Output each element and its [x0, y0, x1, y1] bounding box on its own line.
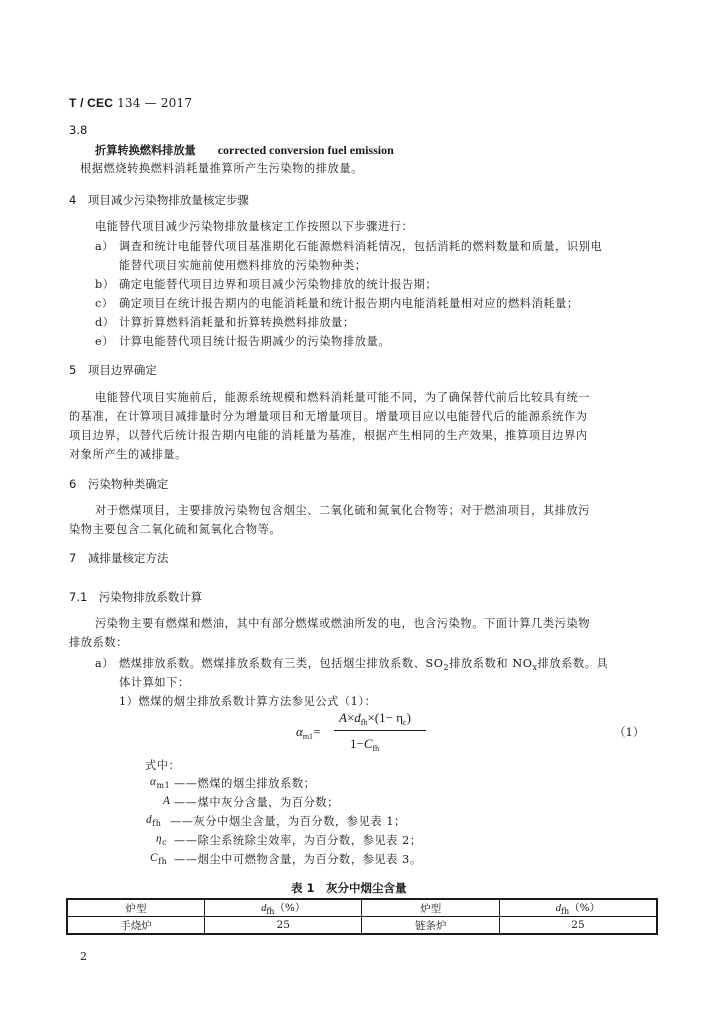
page-number: 2: [80, 950, 87, 963]
table-cell: 链条炉: [362, 917, 499, 935]
step-e-text: 计算电能替代项目统计报告期减少的污染物排放量。: [119, 335, 391, 348]
clause-number-3-8: 3.8: [69, 123, 88, 137]
step-c-text: 确定项目在统计报告期内的电能消耗量和统计报告期内电能消耗量相对应的燃料消耗量；: [119, 297, 579, 310]
section-6-heading: 6 污染物种类确定: [69, 477, 169, 491]
step-a-line2: 能替代项目实施前使用燃料排放的污染物种类；: [119, 259, 367, 272]
item-a-label: a）: [95, 657, 115, 670]
section-4-intro: 电能替代项目减少污染物排放量核定工作按照以下步骤进行：: [95, 220, 414, 233]
where-item: [156, 832, 167, 847]
where-item: [146, 813, 162, 828]
so2-subscript: 2: [443, 663, 450, 672]
table-cell: 25: [499, 917, 657, 935]
where-item: [163, 794, 170, 807]
header-dfh: [205, 899, 362, 917]
step-b-label: b）: [95, 278, 115, 291]
dfh-subscript: fh: [266, 907, 275, 916]
section-4-heading: 4 项目减少污染物排放量核定步骤: [69, 193, 249, 207]
standard-prefix: T / CEC: [69, 96, 114, 110]
var-a: A: [339, 710, 347, 725]
where-desc: ——煤中灰分含量，为百分数；: [174, 796, 340, 809]
item-a-pre: 燃煤排放系数。燃煤排放系数有三类，包括烟尘排放系数、SO: [119, 657, 444, 670]
alpha-symbol: α: [296, 724, 303, 739]
standard-number: 134 — 2017: [117, 96, 193, 110]
table-row: [67, 917, 657, 935]
formula-denominator: [350, 736, 379, 753]
section-7-1-heading: 7.1 污染物排放系数计算: [69, 590, 203, 604]
where-symbol: C: [150, 852, 159, 864]
term-definition: 根据燃烧转换燃料消耗量推算所产生污染物的排放量。: [80, 162, 363, 175]
section-7-heading: 7 减排量核定方法: [69, 551, 169, 565]
where-symbol: d: [146, 814, 153, 826]
section-5-line: 对象所产生的减排量。: [69, 448, 187, 461]
var-d-subscript: fh: [360, 718, 368, 727]
where-symbol: α: [150, 776, 157, 788]
section-5-line: 项目边界，以替代后统计报告期内电能的消耗量为基准，根据产生相同的生产效果，推算项目边界内: [69, 429, 588, 442]
var-d: d: [354, 710, 361, 725]
section-5-line: 电能替代项目实施前后，能源系统规模和燃料消耗量可能不同，为了确保替代前后比较具有统一: [95, 391, 591, 404]
step-e-label: e）: [95, 335, 115, 348]
step-c-label: c）: [95, 297, 114, 310]
alpha-subscript: m1: [302, 732, 314, 741]
where-subscript: fh: [158, 857, 168, 866]
term-zh: 折算转换燃料排放量: [95, 144, 196, 157]
eta-subscript: c: [403, 718, 407, 727]
var-c-subscript: fh: [372, 744, 380, 753]
dfh-symbol: d: [555, 903, 562, 914]
where-desc: ——除尘系统除尘效率，为百分数，参见表 2；: [174, 834, 422, 847]
where-symbol: η: [156, 833, 163, 845]
sub-item-1: 1）燃煤的烟尘排放系数计算方法参见公式（1）：: [119, 695, 377, 708]
item-a-mid: 排放系数和 NO: [449, 657, 533, 670]
step-d-text: 计算折算燃料消耗量和折算转换燃料排放量；: [119, 316, 355, 329]
step-a-line1: 调查和统计电能替代项目基准期化石能源燃料消耗情况，包括消耗的燃料数量和质量，识别电: [119, 240, 603, 253]
times-sign: ×: [346, 710, 355, 725]
term-en: corrected conversion fuel emission: [217, 143, 394, 157]
standard-code: [69, 96, 192, 110]
where-title: 式中：: [145, 759, 181, 772]
formula-1: [296, 710, 426, 754]
equation-number: （1）: [614, 725, 645, 739]
dfh-unit: （%）: [274, 902, 306, 914]
section-5-line: 的基准，在计算项目减排量时分为增量项目和无增量项目。增量项目应以电能替代后的能源系统作为: [69, 410, 588, 423]
section-6-line: 染物主要包含二氧化硫和氮氧化合物等。: [69, 523, 282, 536]
section-5-heading: 5 项目边界确定: [69, 363, 157, 377]
step-b-text: 确定电能替代项目边界和项目减少污染物排放的统计报告期；: [119, 278, 438, 291]
formula-lhs: [296, 724, 320, 741]
item-a-post: 排放系数。具: [537, 657, 609, 670]
where-subscript: c: [162, 838, 168, 847]
where-symbol: A: [163, 795, 171, 807]
denominator-pre: 1−: [350, 736, 364, 751]
table-cell: 手烧炉: [67, 917, 205, 935]
close-paren: ): [406, 710, 411, 725]
step-a-label: a）: [95, 240, 115, 253]
section-7-1-line: 排放系数：: [69, 636, 128, 649]
table-1-caption: 表 1 灰分中烟尘含量: [291, 881, 407, 895]
equals-sign: =: [313, 724, 321, 739]
where-desc: ——燃煤的烟尘排放系数；: [174, 777, 316, 790]
table-cell: 25: [205, 917, 362, 935]
table-header-row: [67, 899, 657, 917]
dfh-unit: （%）: [569, 902, 601, 914]
where-desc: ——灰分中烟尘含量，为百分数，参见表 1；: [170, 815, 406, 828]
dfh-subscript: fh: [561, 907, 570, 916]
section-7-1-line: 污染物主要有燃煤和燃油，其中有部分燃煤或燃油所发的电，也含污染物。下面计算几类污染物: [95, 617, 591, 630]
dfh-symbol: d: [261, 903, 267, 914]
item-a-line2: 体计算如下：: [119, 676, 190, 689]
header-dfh: [499, 899, 657, 917]
item-a-line1: [119, 655, 608, 672]
nox-subscript: x: [532, 663, 538, 672]
where-item: [150, 775, 170, 790]
where-desc: ——烟尘中可燃物含量，为百分数，参见表 3。: [174, 853, 422, 866]
var-c: C: [363, 736, 373, 751]
where-item: [150, 851, 167, 866]
step-d-label: d）: [95, 316, 115, 329]
numerator-rest: ×(1− η: [367, 710, 404, 725]
where-subscript: m1: [156, 781, 171, 790]
header-furnace-type: 炉型: [67, 899, 205, 917]
fraction-bar: [334, 730, 426, 731]
table-1: [66, 898, 658, 935]
section-6-line: 对于燃煤项目，主要排放污染物包含烟尘、二氧化硫和氮氧化合物等；对于燃油项目，其排放污: [95, 504, 591, 517]
header-furnace-type: 炉型: [362, 899, 499, 917]
term-heading: [95, 142, 394, 158]
where-subscript: fh: [152, 819, 162, 828]
formula-numerator: [339, 710, 411, 727]
